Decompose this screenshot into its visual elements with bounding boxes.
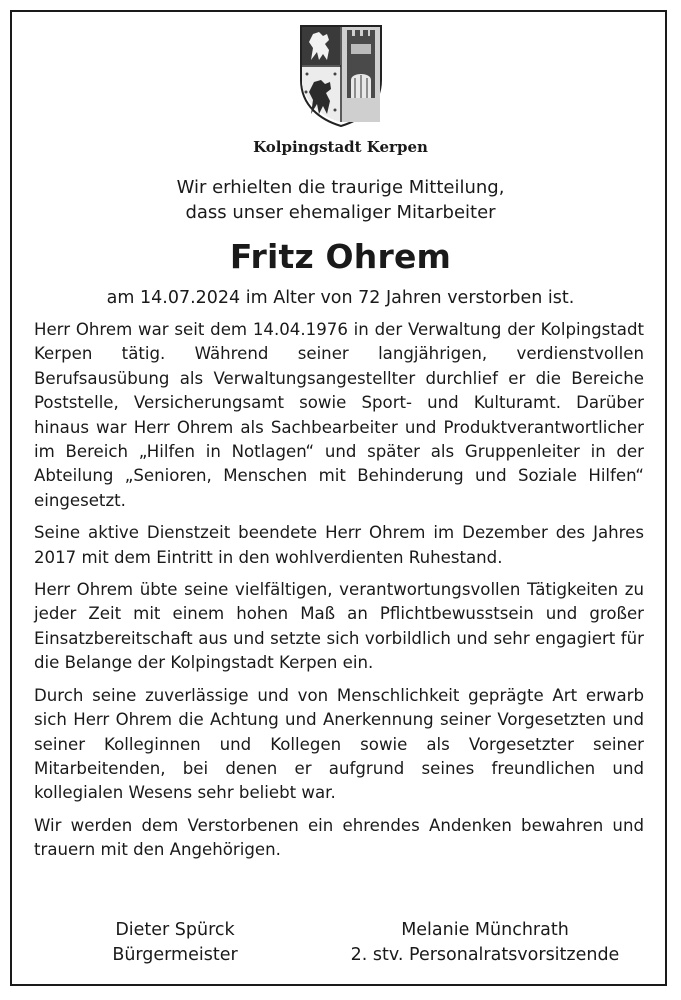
- body-paragraph: Herr Ohrem übte seine vielfältigen, verantwortungsvollen Tätigkeiten zu jeder Zeit mit einem hohen Maß an Pflichtbewusstsein und großer Einsatzbereitschaft aus und setzte sich vorbildlich und sehr engagiert für die Belange der Kolpingstadt Kerpen ein.: [34, 580, 644, 673]
- signature-mayor: [90, 918, 260, 968]
- signatory-name: Melanie Münchrath: [401, 920, 569, 940]
- intro-line: Wir erhielten die traurige Mitteilung,: [176, 177, 505, 198]
- body-paragraph: Herr Ohrem war seit dem 14.04.1976 in der Verwaltung der Kolpingstadt Kerpen tätig. Während seiner langjährigen, verdienstvollen Berufsausübung als Verwaltungsangestellter durchlief er die Bereiche Poststelle, Versicherungsamt sowie Sport- und Kulturamt. Darüber hinaus war Herr Ohrem als Sachbearbeiter und Produktverantwortlicher im Bereich „Hilfen in Notlagen“ und später als Gruppenleiter in der Abteilung „Senioren, Menschen mit Behinderung und Soziale Hilfen“ eingesetzt.: [34, 320, 644, 510]
- signature-staff-council: [330, 918, 640, 968]
- city-coat-of-arms-icon: [297, 22, 385, 128]
- intro-line: dass unser ehemaliger Mitarbeiter: [185, 202, 496, 223]
- intro-text: [0, 175, 681, 225]
- body-paragraph: Wir werden dem Verstorbenen ein ehrendes Andenken bewahren und trauern mit den Angehörigen.: [34, 815, 644, 860]
- body-paragraph: Seine aktive Dienstzeit beendete Herr Ohrem im Dezember des Jahres 2017 mit dem Eintritt in den wohlverdienten Ruhestand.: [34, 523, 644, 567]
- deceased-name: Fritz Ohrem: [229, 237, 452, 276]
- signatory-name: Dieter Spürck: [115, 920, 235, 940]
- signatory-title: 2. stv. Personalratsvorsitzende: [350, 945, 620, 965]
- death-date-line: am 14.07.2024 im Alter von 72 Jahren verstorben ist.: [106, 288, 575, 308]
- obituary-body: [34, 318, 644, 871]
- signatory-title: Bürgermeister: [112, 945, 238, 965]
- body-paragraph: Durch seine zuverlässige und von Menschlichkeit geprägte Art erwarb sich Herr Ohrem die Achtung und Anerkennung seiner Vorgesetzten und seiner Kolleginnen und Kollegen sowie als Vorgesetzter seiner Mitarbeitenden, bei denen er aufgrund seines freundlichen und kollegialen Wesens sehr beliebt war.: [34, 685, 644, 803]
- organization-name: Kolpingstadt Kerpen: [253, 138, 428, 156]
